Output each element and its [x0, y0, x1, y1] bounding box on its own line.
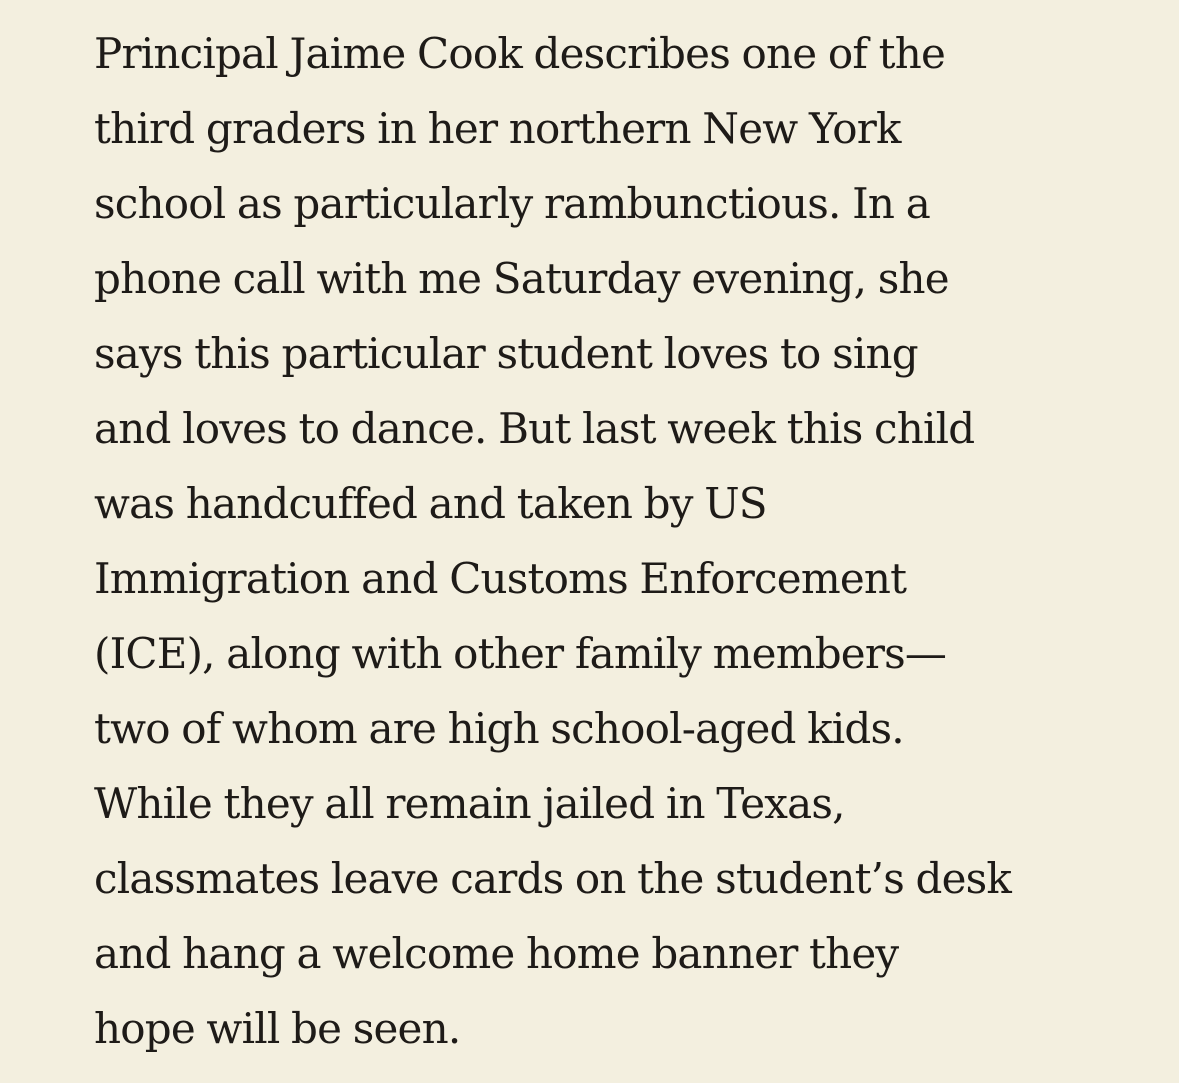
- article-paragraph: [94, 16, 1164, 1066]
- paragraph-line: two of whom are high school-aged kids.: [94, 704, 904, 753]
- paragraph-line: says this particular student loves to sing: [94, 329, 918, 378]
- paragraph-line: was handcuffed and taken by US: [94, 479, 767, 528]
- paragraph-line: third graders in her northern New York: [94, 104, 901, 153]
- paragraph-line: and hang a welcome home banner they: [94, 929, 899, 978]
- paragraph-line: school as particularly rambunctious. In a: [94, 179, 930, 228]
- paragraph-line: Immigration and Customs Enforcement: [94, 554, 907, 603]
- paragraph-line: (ICE), along with other family members—: [94, 629, 947, 678]
- paragraph-line: While they all remain jailed in Texas,: [94, 779, 845, 828]
- paragraph-line: classmates leave cards on the student’s desk: [94, 854, 1012, 903]
- paragraph-line: and loves to dance. But last week this child: [94, 404, 975, 453]
- paragraph-line: Principal Jaime Cook describes one of the: [94, 29, 946, 78]
- paragraph-line: phone call with me Saturday evening, she: [94, 254, 949, 303]
- paragraph-line: hope will be seen.: [94, 1004, 461, 1053]
